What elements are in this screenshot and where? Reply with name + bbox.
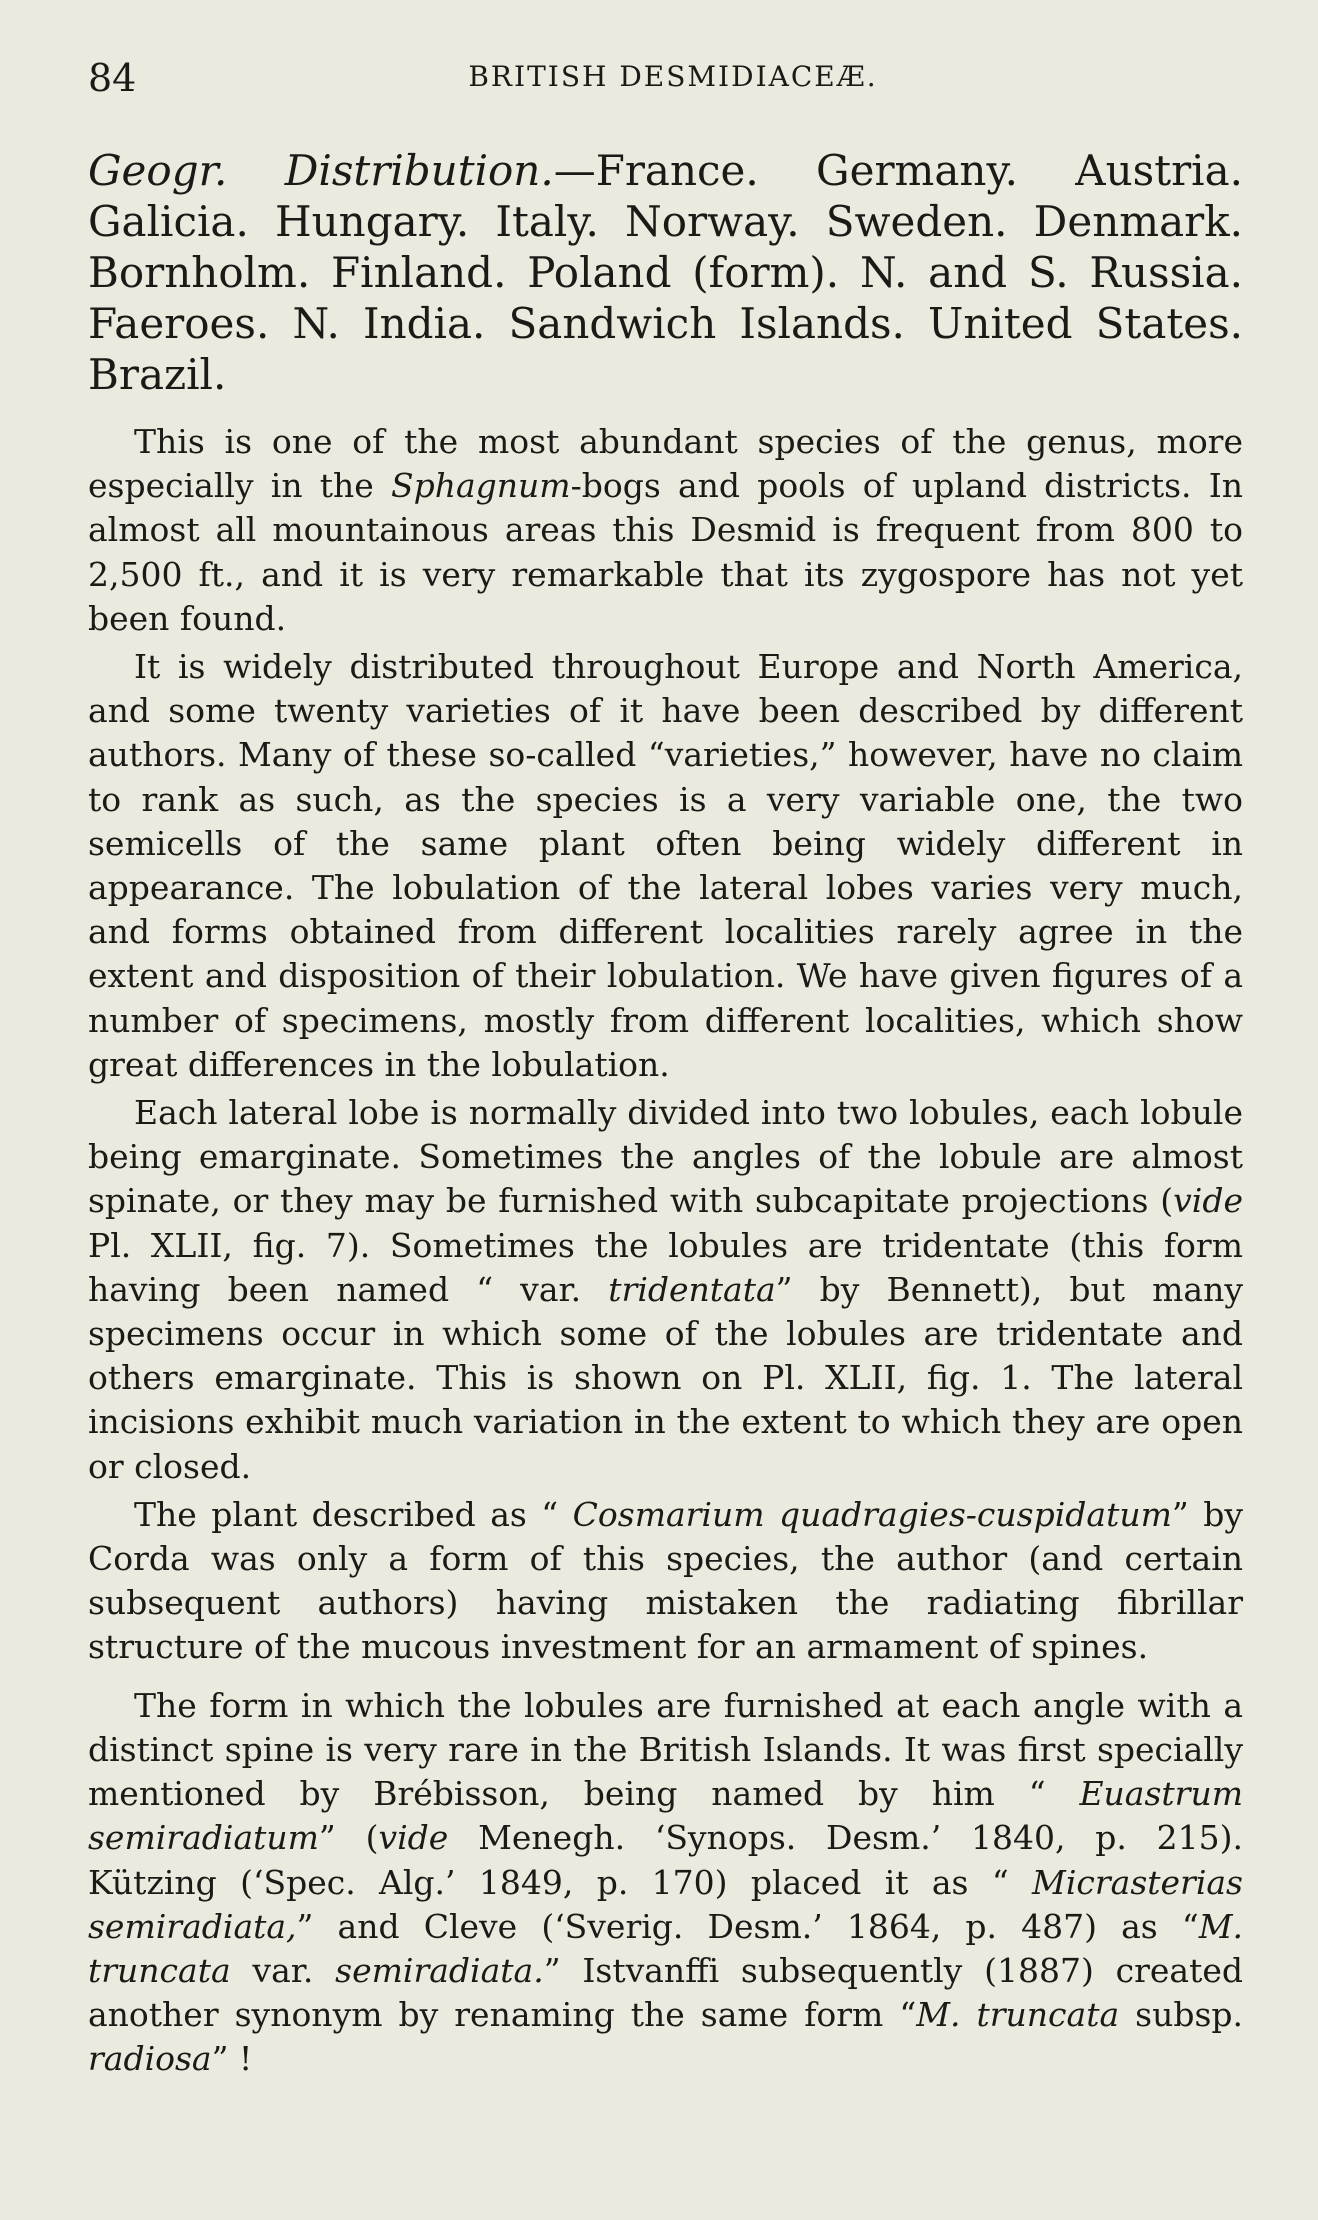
italic-run: Cosmarium quadragies-cuspidatum: [572, 1494, 1172, 1534]
paragraph-abundance: [88, 420, 1243, 641]
text-run: Each lateral lobe is normally divided into two lobules, each lobule being emarginate. Sometimes the angles of the lobule are almost spinate, or they may be furnished with subcapitate projections (: [88, 1093, 1243, 1221]
text-run: ” by Corda was only a form of this species, the author (and certain subsequent authors) having mistaken the radiating fibrillar structure of the mucous investment for an armament of spines.: [88, 1494, 1243, 1667]
text-run: ” by Bennett), but many specimens occur in which some of the lobules are tridentate and others emarginate. This is shown on Pl. XLII, fig. 1. The lateral incisions exhibit much variation in the extent to which they are open or closed.: [88, 1269, 1243, 1486]
text-run: ” and Cleve (‘Sverig. Desm.’ 1864, p. 487) as “: [296, 1906, 1199, 1946]
text-run: The form in which the lobules are furnished at each angle with a distinct spine is very rare in the British Islands. It was first specially mentioned by Brébisson, being named by him “: [88, 1685, 1243, 1814]
text-run: var.: [230, 1950, 336, 1990]
body-text: [88, 420, 1243, 2086]
text-run: Pl. XLII, fig. 7). Sometimes the lobules are tridentate (this form having been named “ var.: [88, 1225, 1243, 1309]
text-run: ” Istvanffi subsequently (1887) created another synonym by renaming the same form “: [88, 1950, 1243, 2035]
running-title: BRITISH DESMIDIACEÆ.: [468, 60, 878, 93]
geographic-distribution: [88, 145, 1243, 400]
italic-run: M. truncata: [916, 1995, 1120, 2035]
italic-run: Micrasterias semiradiata,: [88, 1862, 1243, 1946]
distribution-text: France. Germany. Austria. Galicia. Hungary. Italy. Norway. Sweden. Denmark. Bornholm. Finland. Poland (form). N. and S. Russia. Faeroes. N. India. Sandwich Islands. United States. Brazil.: [88, 146, 1243, 399]
text-run: This is one of the most abundant species of the genus, more especially in the: [88, 422, 1243, 506]
italic-run: M. truncata: [88, 1906, 1243, 1990]
distribution-dash: —: [553, 146, 596, 195]
text-run: Menegh. ‘Synops. Desm.’ 1840, p. 215). Kützing (‘Spec. Alg.’ 1849, p. 170) placed it as “: [88, 1818, 1243, 1902]
italic-run: radiosa: [88, 2039, 212, 2079]
italic-run: semiradiata.: [335, 1950, 544, 1990]
italic-run: Sphagnum: [390, 466, 571, 506]
text-run: The plant described as “: [134, 1494, 573, 1534]
paragraph-synonyms: [88, 1684, 1243, 2082]
italic-run: vide: [378, 1818, 449, 1858]
page-header: [88, 50, 1258, 110]
paragraph-lobules: [88, 1091, 1243, 1489]
text-run: ” (: [318, 1818, 379, 1858]
italic-run: tridentata: [608, 1269, 776, 1309]
text-run: It is widely distributed throughout Europe and North America, and some twenty varieties of it have been described by different authors. Many of these so-called “varieties,” however, have no claim to rank as such, as the species is a very variable one, the two semicells of the same plant often being widely different in appearance. The lobulation of the lateral lobes varies very much, and forms obtained from different localities rarely agree in the extent and disposition of their lobulation. We have given figures of a number of specimens, mostly from different localities, which show great differences in the lobulation.: [88, 647, 1243, 1084]
italic-run: Euastrum semiradiatum: [88, 1774, 1243, 1858]
text-run: -bogs and pools of upland districts. In almost all mountainous areas this Desmid is frequent from 800 to 2,500 ft., and it is very remarkable that its zygospore has not yet been found.: [88, 466, 1243, 638]
italic-run: vide: [1173, 1181, 1243, 1221]
page-number: 84: [88, 56, 137, 100]
paragraph-corda: [88, 1493, 1243, 1670]
text-run: ” !: [211, 2039, 253, 2079]
distribution-label: Geogr. Distribution.: [88, 146, 554, 195]
text-run: subsp.: [1119, 1995, 1244, 2035]
paragraph-varieties: [88, 645, 1243, 1087]
